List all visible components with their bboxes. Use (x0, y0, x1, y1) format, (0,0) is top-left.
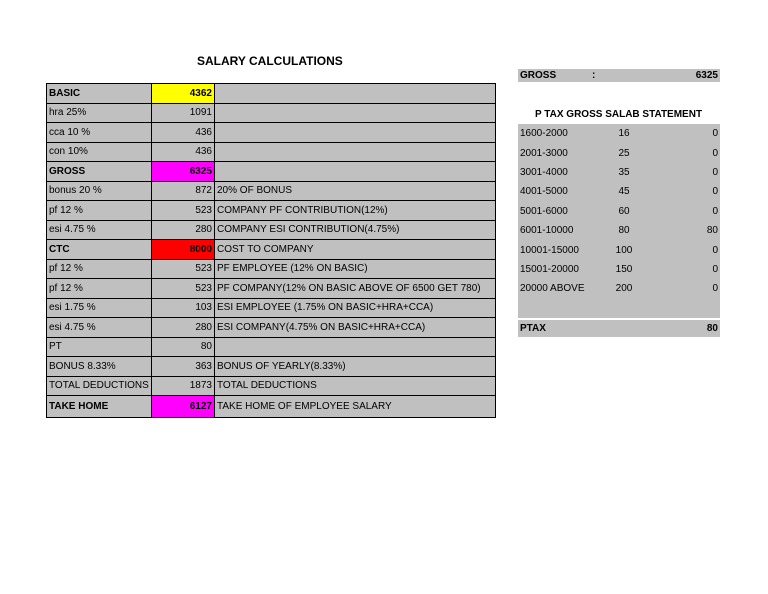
ptax-rate-cell: 80 (618, 225, 630, 237)
ptax-rate-cell (604, 299, 644, 318)
ptax-rate-cell: 16 (618, 128, 630, 140)
ptax-range-cell (518, 299, 604, 318)
salary-desc-cell: COST TO COMPANY (215, 240, 496, 260)
salary-label-cell: pf 12 % (47, 259, 152, 279)
salary-value-cell: 280 (152, 318, 215, 338)
ptax-row (518, 124, 720, 143)
gross-summary-value: 6325 (695, 70, 718, 81)
salary-value-cell: 280 (152, 220, 215, 240)
ptax-total-label: PTAX (520, 323, 546, 334)
salary-row (47, 162, 496, 182)
ptax-row (518, 279, 720, 298)
salary-row (47, 318, 496, 338)
ptax-row (518, 221, 720, 240)
ptax-amount-cell: 0 (712, 166, 718, 178)
salary-row (47, 103, 496, 123)
salary-label-cell: GROSS (47, 162, 152, 182)
salary-table (46, 83, 496, 418)
salary-value-cell: 103 (152, 298, 215, 318)
salary-value-cell: 436 (152, 123, 215, 143)
ptax-rate-cell: 60 (618, 205, 630, 217)
page-title: SALARY CALCULATIONS (197, 54, 343, 68)
salary-label-cell: TOTAL DEDUCTIONS (47, 376, 152, 396)
salary-value-cell: 436 (152, 142, 215, 162)
salary-value-cell: 1091 (152, 103, 215, 123)
salary-value-cell: 523 (152, 259, 215, 279)
salary-label-cell: BONUS 8.33% (47, 357, 152, 377)
ptax-range-cell: 1600-2000 (520, 128, 568, 140)
salary-label-cell: esi 4.75 % (47, 318, 152, 338)
salary-label-cell: bonus 20 % (47, 181, 152, 201)
ptax-range-cell: 6001-10000 (520, 225, 574, 237)
ptax-amount-cell: 80 (706, 225, 718, 237)
ptax-rate-cell: 200 (615, 283, 633, 295)
gross-summary-label: GROSS (520, 70, 557, 81)
ptax-row (518, 163, 720, 182)
ptax-amount-cell: 0 (712, 186, 718, 198)
salary-value-cell: 80 (152, 337, 215, 357)
salary-row (47, 259, 496, 279)
gross-summary-separator: : (592, 70, 596, 81)
salary-desc-cell: TOTAL DEDUCTIONS (215, 376, 496, 396)
salary-row (47, 142, 496, 162)
salary-desc-cell (215, 142, 496, 162)
salary-label-cell: BASIC (47, 84, 152, 104)
salary-desc-cell (215, 84, 496, 104)
salary-row (47, 337, 496, 357)
salary-row (47, 220, 496, 240)
ptax-range-cell: 10001-15000 (520, 244, 579, 256)
ptax-row (518, 143, 720, 162)
ptax-amount-cell (644, 299, 720, 318)
ptax-table (518, 124, 720, 318)
salary-value-cell: 6325 (152, 162, 215, 182)
salary-row (47, 396, 496, 418)
ptax-rate-cell: 150 (615, 263, 633, 275)
ptax-range-cell: 4001-5000 (520, 186, 568, 198)
ptax-row (518, 299, 720, 318)
ptax-total-value: 80 (706, 323, 718, 334)
salary-value-cell: 4362 (152, 84, 215, 104)
salary-label-cell: CTC (47, 240, 152, 260)
salary-desc-cell: BONUS OF YEARLY(8.33%) (215, 357, 496, 377)
ptax-rate-cell: 25 (618, 147, 630, 159)
ptax-row (518, 202, 720, 221)
salary-row (47, 240, 496, 260)
salary-label-cell: con 10% (47, 142, 152, 162)
ptax-range-cell: 3001-4000 (520, 166, 568, 178)
ptax-row (518, 182, 720, 201)
ptax-range-cell: 20000 ABOVE (520, 283, 585, 295)
salary-row (47, 298, 496, 318)
salary-value-cell: 8000 (152, 240, 215, 260)
salary-desc-cell: TAKE HOME OF EMPLOYEE SALARY (215, 396, 496, 418)
ptax-amount-cell: 0 (712, 128, 718, 140)
salary-desc-cell (215, 123, 496, 143)
salary-value-cell: 1873 (152, 376, 215, 396)
ptax-amount-cell: 0 (712, 205, 718, 217)
salary-desc-cell (215, 103, 496, 123)
salary-label-cell: pf 12 % (47, 279, 152, 299)
ptax-row (518, 240, 720, 259)
salary-value-cell: 6127 (152, 396, 215, 418)
salary-desc-cell: COMPANY PF CONTRIBUTION(12%) (215, 201, 496, 221)
ptax-amount-cell: 0 (712, 263, 718, 275)
ptax-amount-cell: 0 (712, 147, 718, 159)
salary-desc-cell: ESI COMPANY(4.75% ON BASIC+HRA+CCA) (215, 318, 496, 338)
ptax-range-cell: 2001-3000 (520, 147, 568, 159)
salary-row (47, 84, 496, 104)
salary-desc-cell: ESI EMPLOYEE (1.75% ON BASIC+HRA+CCA) (215, 298, 496, 318)
ptax-range-cell: 15001-20000 (520, 263, 579, 275)
ptax-rate-cell: 45 (618, 186, 630, 198)
salary-value-cell: 523 (152, 201, 215, 221)
ptax-title: P TAX GROSS SALAB STATEMENT (535, 109, 703, 120)
salary-desc-cell: PF COMPANY(12% ON BASIC ABOVE OF 6500 GET 780) (215, 279, 496, 299)
salary-row (47, 279, 496, 299)
salary-row (47, 123, 496, 143)
salary-desc-cell: 20% OF BONUS (215, 181, 496, 201)
salary-label-cell: cca 10 % (47, 123, 152, 143)
gross-summary (518, 69, 720, 82)
ptax-amount-cell: 0 (712, 244, 718, 256)
salary-row (47, 357, 496, 377)
salary-row (47, 201, 496, 221)
salary-label-cell: esi 4.75 % (47, 220, 152, 240)
salary-desc-cell: PF EMPLOYEE (12% ON BASIC) (215, 259, 496, 279)
ptax-range-cell: 5001-6000 (520, 205, 568, 217)
salary-label-cell: TAKE HOME (47, 396, 152, 418)
salary-label-cell: pf 12 % (47, 201, 152, 221)
salary-desc-cell (215, 162, 496, 182)
salary-row (47, 376, 496, 396)
salary-value-cell: 363 (152, 357, 215, 377)
salary-desc-cell: COMPANY ESI CONTRIBUTION(4.75%) (215, 220, 496, 240)
ptax-amount-cell: 0 (712, 283, 718, 295)
ptax-row (518, 260, 720, 279)
salary-label-cell: PT (47, 337, 152, 357)
salary-desc-cell (215, 337, 496, 357)
ptax-total (518, 320, 720, 337)
salary-value-cell: 523 (152, 279, 215, 299)
salary-label-cell: esi 1.75 % (47, 298, 152, 318)
ptax-rate-cell: 100 (615, 244, 633, 256)
salary-row (47, 181, 496, 201)
salary-value-cell: 872 (152, 181, 215, 201)
salary-label-cell: hra 25% (47, 103, 152, 123)
ptax-rate-cell: 35 (618, 166, 630, 178)
